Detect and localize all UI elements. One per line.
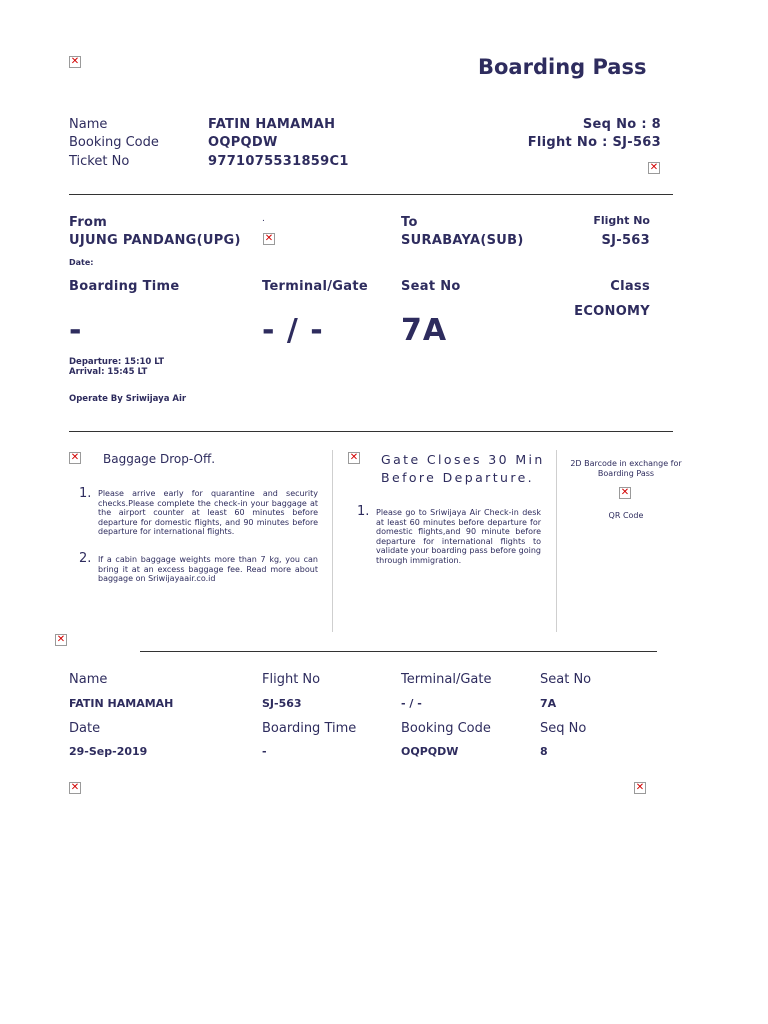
departure-time: Departure: 15:10 LT: [69, 357, 165, 367]
flightno-value: SJ-563: [601, 233, 650, 248]
footer-left-broken-image-icon: ✕: [70, 782, 80, 793]
baggage-item-text: Please arrive early for quarantine and security checks.Please complete the check-in your baggage at the airport counter at least 60 minutes before departure for domestic flights, and 90 minutes before departure for international flights.: [98, 489, 318, 536]
ticket-no-value: 9771075531859C1: [208, 154, 349, 169]
stub-flight-value: SJ-563: [262, 697, 302, 710]
barcode-text: 2D Barcode in exchange for Boarding Pass: [570, 459, 682, 478]
qr-code-label: QR Code: [608, 511, 644, 520]
stub-divider: [140, 651, 657, 652]
name-value: FATIN HAMAMAH: [208, 117, 336, 132]
from-label: From: [69, 215, 108, 230]
stub-booking-label: Booking Code: [401, 721, 491, 736]
barcode-broken-image-icon: ✕: [620, 487, 630, 498]
stub-seat-label: Seat No: [540, 672, 592, 687]
stub-boarding-value: -: [262, 745, 267, 758]
stub-terminal-label: Terminal/Gate: [401, 672, 492, 687]
baggage-broken-image-icon: ✕: [70, 452, 80, 463]
gate-broken-image-icon: ✕: [349, 452, 359, 463]
to-value: SURABAYA(SUB): [401, 233, 524, 248]
footer-right-broken-image-icon: ✕: [635, 782, 645, 793]
terminal-gate-value: - / -: [262, 313, 324, 348]
boarding-time-value: -: [69, 313, 83, 348]
divider: [69, 431, 673, 432]
baggage-item-number: 1.: [79, 486, 92, 501]
gate-item-text: Please go to Sriwijaya Air Check-in desk at least 60 minutes before departure for domestic flights,and 90 minute before departure for international flights to validate your boarding pass before going through immigration.: [376, 508, 541, 565]
stub-flight-label: Flight No: [262, 672, 321, 687]
seq-no: Seq No : 8: [582, 117, 661, 132]
stub-boarding-label: Boarding Time: [262, 721, 357, 736]
ticket-no-label: Ticket No: [69, 154, 130, 169]
from-value: UJUNG PANDANG(UPG): [69, 233, 241, 248]
flight-no: Flight No : SJ-563: [527, 135, 661, 150]
stub-seat-value: 7A: [540, 697, 557, 710]
seat-no-label: Seat No: [401, 279, 461, 294]
seat-no-value: 7A: [401, 313, 448, 348]
page-title: Boarding Pass: [478, 55, 647, 79]
column-divider: [556, 450, 557, 632]
date-label: Date:: [69, 258, 94, 267]
stub-name-label: Name: [69, 672, 108, 687]
airline-logo-broken-image-icon: ✕: [70, 56, 80, 67]
booking-code-value: OQPQDW: [208, 135, 278, 150]
arrival-time: Arrival: 15:45 LT: [69, 367, 148, 377]
dot-text: .: [262, 214, 265, 224]
header-broken-image-icon: ✕: [649, 162, 659, 173]
stub-date-value: 29-Sep-2019: [69, 745, 148, 758]
boarding-time-label: Boarding Time: [69, 279, 180, 294]
terminal-gate-label: Terminal/Gate: [262, 279, 368, 294]
name-label: Name: [69, 117, 108, 132]
class-value: ECONOMY: [574, 304, 650, 319]
to-label: To: [401, 215, 418, 230]
stub-seq-label: Seq No: [540, 721, 587, 736]
column-divider: [332, 450, 333, 632]
stub-terminal-value: - / -: [401, 697, 422, 710]
baggage-item-text: If a cabin baggage weights more than 7 kg, you can bring it at an excess baggage fee. Read more about baggage on Sriwijayaair.co.id: [98, 555, 318, 583]
class-label: Class: [610, 279, 650, 294]
stub-booking-value: OQPQDW: [401, 745, 459, 758]
gate-title: Gate Closes 30 Min Before Departure.: [381, 452, 545, 485]
flightno-label: Flight No: [593, 214, 650, 227]
baggage-item-number: 2.: [79, 551, 92, 566]
plane-broken-image-icon: ✕: [264, 233, 274, 244]
booking-code-label: Booking Code: [69, 135, 159, 150]
stub-seq-value: 8: [540, 745, 548, 758]
stub-logo-broken-image-icon: ✕: [56, 634, 66, 645]
baggage-title: Baggage Drop-Off.: [103, 452, 216, 466]
stub-date-label: Date: [69, 721, 101, 736]
operated-by: Operate By Sriwijaya Air: [69, 394, 187, 404]
divider: [69, 194, 673, 195]
gate-item-number: 1.: [357, 504, 370, 519]
stub-name-value: FATIN HAMAMAH: [69, 697, 174, 710]
